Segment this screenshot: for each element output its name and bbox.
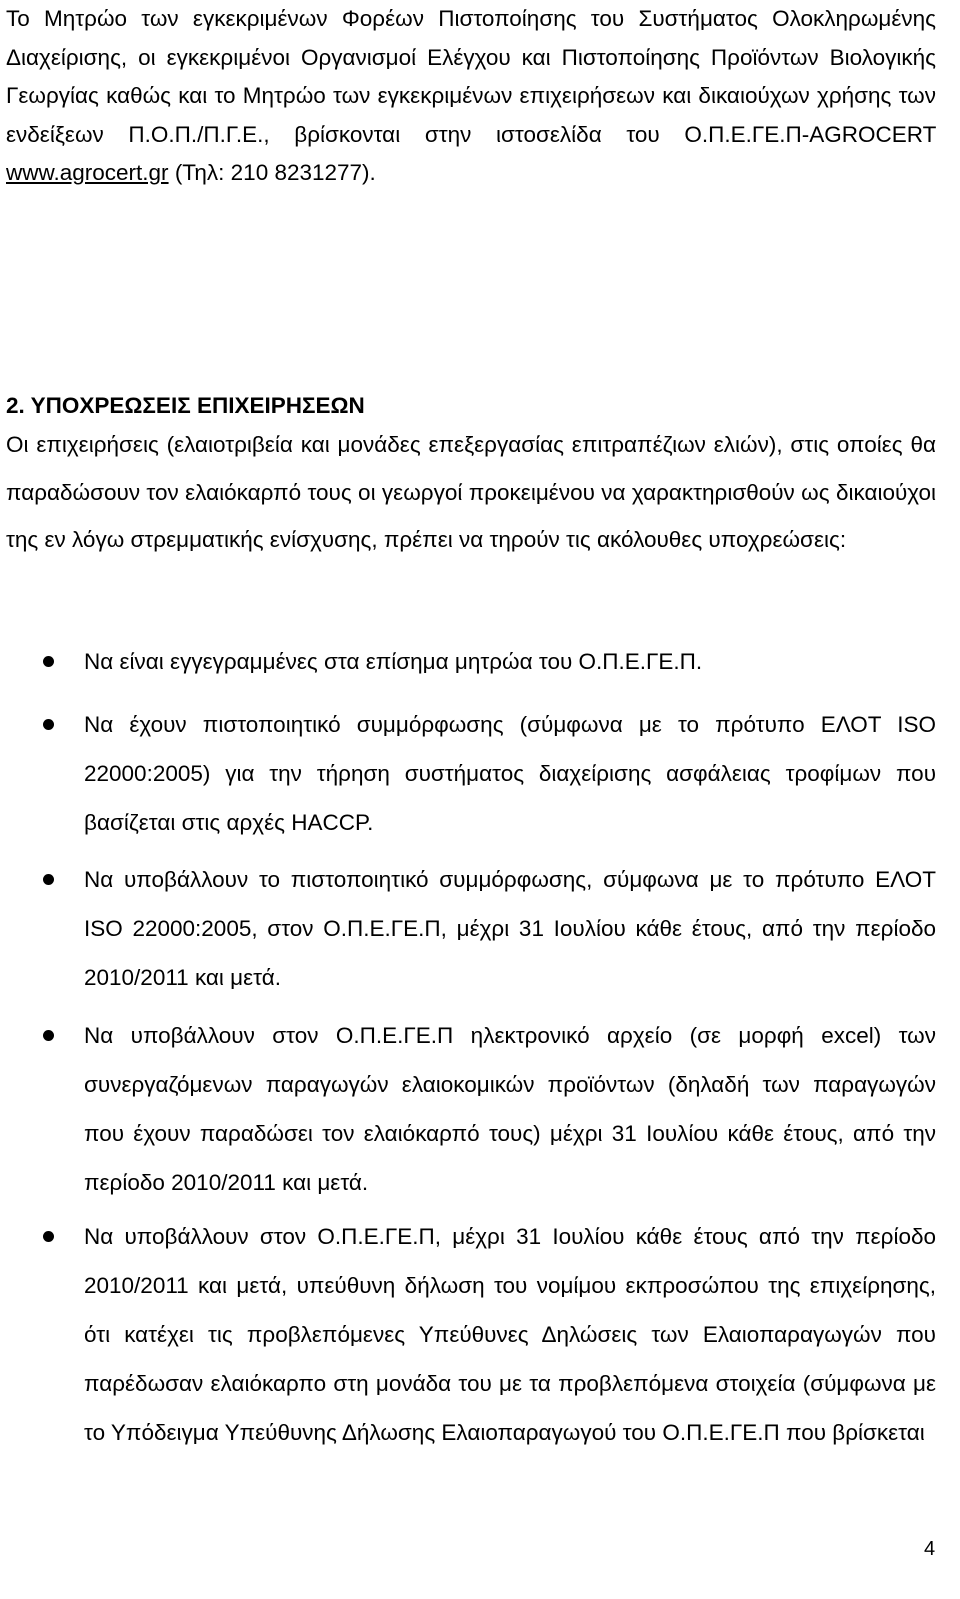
bullet-icon [43,874,54,885]
bullet-icon [43,1231,54,1242]
bullet-icon [43,719,54,730]
list-item-text: Να υποβάλλουν στον Ο.Π.Ε.ΓΕ.Π ηλεκτρονικό αρχείο (σε μορφή excel) των συνεργαζόμενων παραγωγών ελαιοκομικών προϊόντων (δηλαδή των παραγωγών που έχουν παραδώσει τον ελαιόκαρπό τους) μέχρι 31 Ιουλίου κάθε έτους, από την περίοδο 2010/2011 και μετά. [84,1023,936,1195]
list-item [84,1212,936,1457]
bullet-icon [43,656,54,667]
list-item [84,1011,936,1207]
intro-paragraph [6,0,936,193]
page-number: 4 [924,1538,936,1560]
list-item-text: Να έχουν πιστοποιητικό συμμόρφωσης (σύμφωνα με το πρότυπο ΕΛΟΤ ISO 22000:2005) για την τήρηση συστήματος διαχείρισης ασφάλειας τροφίμων που βασίζεται στις αρχές HACCP. [84,712,936,835]
intro-text: Το Μητρώο των εγκεκριμένων Φορέων Πιστοποίησης του Συστήματος Ολοκληρωμένης Διαχείρισης, οι εγκεκριμένοι Οργανισμοί Ελέγχου και Πιστοποίησης Προϊόντων Βιολογικής Γεωργίας καθώς και το Μητρώο των εγκεκριμένων επιχειρήσεων και δικαιούχων χρήσης των ενδείξεων Π.Ο.Π./Π.Γ.Ε., βρίσκονται στην ιστοσελίδα του Ο.Π.Ε.ΓΕ.Π-AGROCERT [6,6,936,147]
list-item-text: Να υποβάλλουν το πιστοποιητικό συμμόρφωσης, σύμφωνα με το πρότυπο ΕΛΟΤ ISO 22000:2005, στον Ο.Π.Ε.ΓΕ.Π, μέχρι 31 Ιουλίου κάθε έτους, από την περίοδο 2010/2011 και μετά. [84,867,936,990]
website-link[interactable]: www.agrocert.gr [6,160,169,185]
list-item-text: Να είναι εγγεγραμμένες στα επίσημα μητρώα του Ο.Π.Ε.ΓΕ.Π. [84,649,703,674]
list-item [84,700,936,847]
bullet-icon [43,1030,54,1041]
list-item [84,855,936,1002]
list-item-text: Να υποβάλλουν στον Ο.Π.Ε.ΓΕ.Π, μέχρι 31 Ιουλίου κάθε έτους από την περίοδο 2010/2011 και μετά, υπεύθυνη δήλωση του νομίμου εκπροσώπου της επιχείρησης, ότι κατέχει τις προβλεπόμενες Υπεύθυνες Δηλώσεις των Ελαιοπαραγωγών που παρέδωσαν ελαιόκαρπο στη μονάδα του με τα προβλεπόμενα στοιχεία (σύμφωνα με το Υπόδειγμα Υπεύθυνης Δήλωσης Ελαιοπαραγωγού του Ο.Π.Ε.ΓΕ.Π που βρίσκεται [84,1224,936,1445]
section-paragraph: Οι επιχειρήσεις (ελαιοτριβεία και μονάδες επεξεργασίας επιτραπέζιων ελιών), στις οποίες θα παραδώσουν τον ελαιόκαρπό τους οι γεωργοί προκειμένου να χαρακτηρισθούν ως δικαιούχοι της εν λόγω στρεμματικής ενίσχυσης, πρέπει να τηρούν τις ακόλουθες υποχρεώσεις: [6,432,936,552]
list-item [84,637,936,686]
phone-text: (Τηλ: 210 8231277). [168,160,376,185]
section-heading: 2. ΥΠΟΧΡΕΩΣΕΙΣ ΕΠΙΧΕΙΡΗΣΕΩΝ [6,392,365,418]
